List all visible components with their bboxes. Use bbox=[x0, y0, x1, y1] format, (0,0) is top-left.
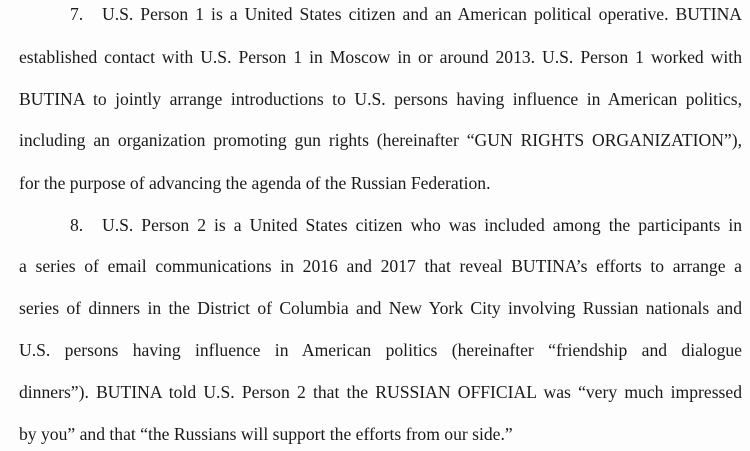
paragraph-7-line-4: including an organization promoting gun rights (hereinafter “GUN RIGHTS ORGANIZATION”), bbox=[19, 130, 742, 150]
paragraph-8-line-3: series of dinners in the District of Columbia and New York City involving Russian nationals and bbox=[19, 298, 742, 318]
paragraph-7-line-5: for the purpose of advancing the agenda of the Russian Federation. bbox=[19, 173, 491, 193]
paragraph-7-line-3: BUTINA to jointly arrange introductions to U.S. persons having influence in American politics, bbox=[19, 89, 742, 109]
paragraph-8-line-2: a series of email communications in 2016 and 2017 that reveal BUTINA’s efforts to arrange a bbox=[19, 256, 742, 276]
paragraph-8-number: 8. bbox=[70, 215, 84, 235]
paragraph-8-line-6: by you” and that “the Russians will support the efforts from our side.” bbox=[19, 424, 513, 444]
paragraph-7-line-1-text: U.S. Person 1 is a United States citizen and an American political operative. BUTINA bbox=[102, 4, 742, 24]
paragraph-8-line-5: dinners”). BUTINA told U.S. Person 2 that the RUSSIAN OFFICIAL was “very much impressed bbox=[19, 382, 742, 402]
paragraph-8-line-4: U.S. persons having influence in American politics (hereinafter “friendship and dialogue bbox=[19, 340, 742, 360]
paragraph-8-line-1 bbox=[70, 217, 742, 235]
paragraph-8-line-1-text: U.S. Person 2 is a United States citizen who was included among the participants in bbox=[102, 215, 742, 235]
paragraph-7-line-2: established contact with U.S. Person 1 in Moscow in or around 2013. U.S. Person 1 worked with bbox=[19, 47, 742, 67]
paragraph-7-line-1 bbox=[70, 6, 742, 24]
paragraph-7-number: 7. bbox=[70, 4, 84, 24]
